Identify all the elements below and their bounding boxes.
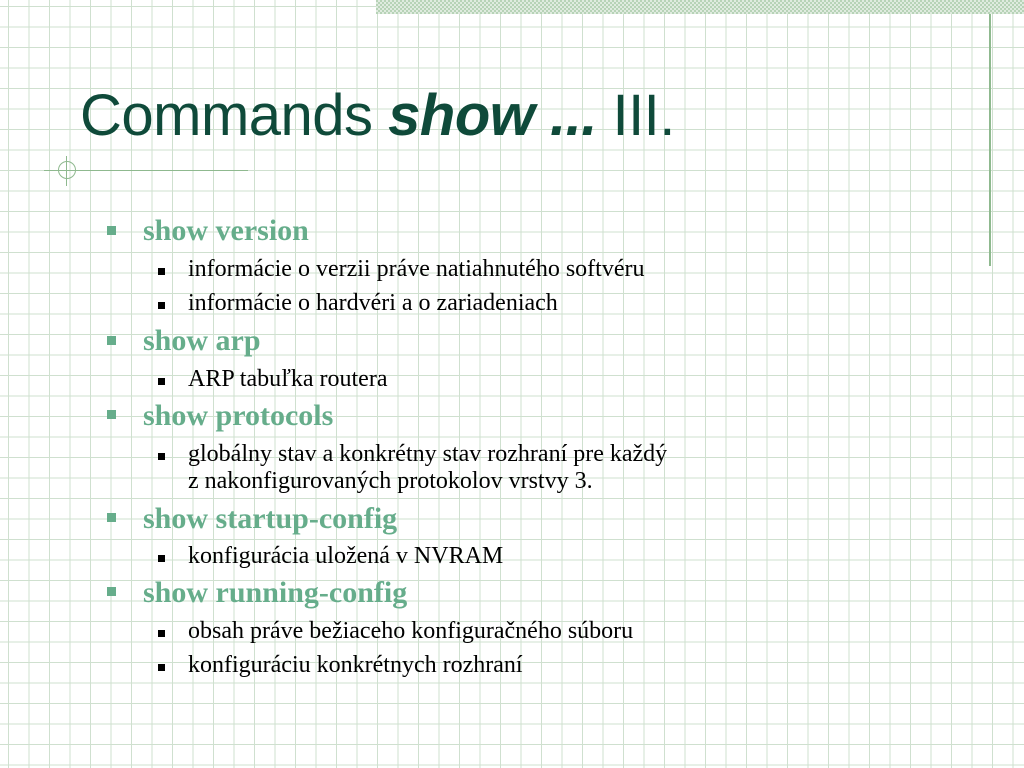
square-bullet-icon	[158, 555, 165, 562]
square-bullet-icon	[107, 226, 116, 235]
square-bullet-icon	[107, 336, 116, 345]
square-bullet-icon	[158, 630, 165, 637]
list-item: ARP tabuľka routera	[188, 366, 388, 392]
square-bullet-icon	[107, 410, 116, 419]
command-show-startup-config: show startup-config	[143, 502, 398, 535]
list-item: obsah práve bežiaceho konfiguračného súboru	[188, 618, 634, 644]
square-bullet-icon	[158, 453, 165, 460]
list-item: informácie o verzii práve natiahnutého softvéru	[188, 256, 645, 282]
list-item: konfiguráciu konkrétnych rozhraní	[188, 652, 523, 678]
square-bullet-icon	[158, 378, 165, 385]
square-bullet-icon	[107, 587, 116, 596]
list-item: informácie o hardvéri a o zariadeniach	[188, 290, 558, 316]
square-bullet-icon	[158, 302, 165, 309]
command-show-arp: show arp	[143, 324, 261, 357]
list-item: globálny stav a konkrétny stav rozhraní pre každý	[188, 441, 668, 467]
square-bullet-icon	[107, 513, 116, 522]
title-emphasis: show ...	[388, 83, 597, 148]
title-main: Commands	[80, 83, 389, 148]
square-bullet-icon	[158, 268, 165, 275]
list-item-continuation: z nakonfigurovaných protokolov vrstvy 3.	[188, 468, 593, 494]
title-suffix: III.	[596, 83, 675, 148]
square-bullet-icon	[158, 664, 165, 671]
command-show-version: show version	[143, 214, 309, 247]
command-show-protocols: show protocols	[143, 399, 334, 432]
list-item: konfigurácia uložená v NVRAM	[188, 543, 504, 569]
command-show-running-config: show running-config	[143, 576, 408, 609]
